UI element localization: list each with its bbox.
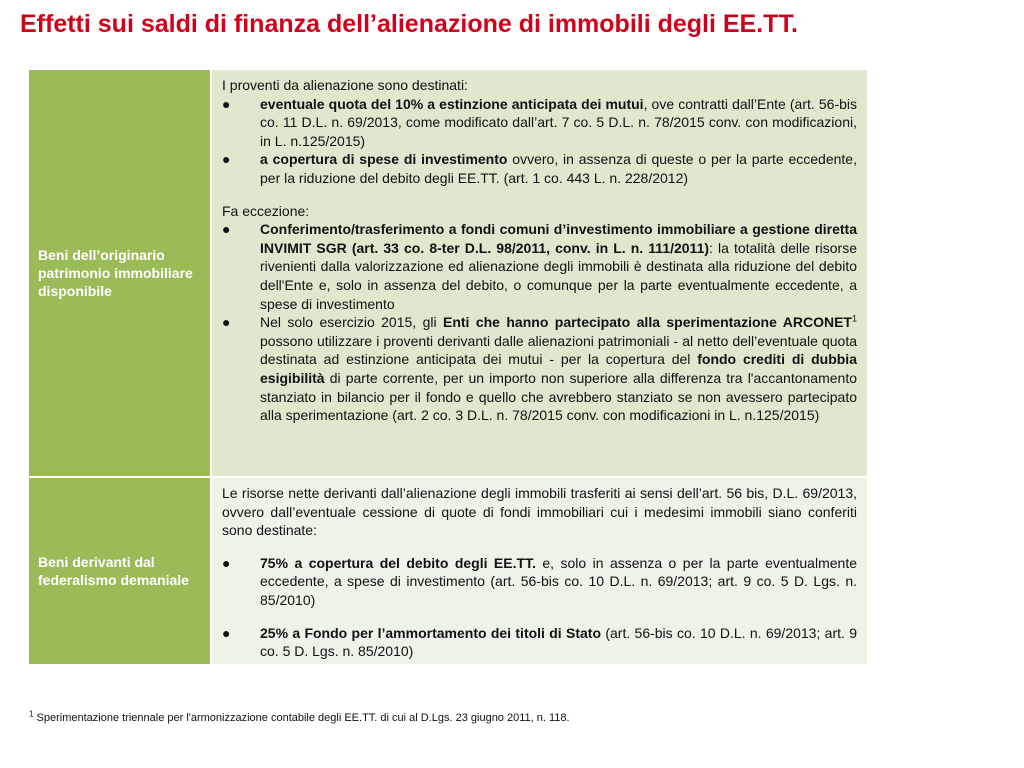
row-label-cell — [29, 70, 212, 476]
row-label: Beni derivanti dal federalismo demaniale — [38, 554, 189, 588]
row-content-cell — [212, 70, 867, 476]
intro-text: Le risorse nette derivanti dall’alienazione degli immobili trasferiti ai sensi dell’art. 56 bis, D.L. 69/2013, ovvero dall’eventuale cessione di quote di fondi immobiliari cui i medesimi immobili siano conferiti sono destinate: — [222, 485, 857, 539]
item-bold-text: eventuale quota del 10% a estinzione anticipata dei mutui — [260, 95, 644, 112]
destinations-table — [29, 70, 867, 664]
bullet-icon: ● — [222, 95, 231, 112]
footnote-marker: 1 — [29, 709, 34, 719]
item-text: (art. 56-bis co. 10 D.L. n. 69/2013; art. 9 co. 5 D. Lgs. n. 85/2010) — [260, 624, 857, 660]
table-row — [29, 70, 867, 476]
item-bold-text: Enti che hanno partecipato alla sperimentazione ARCONET — [443, 314, 852, 331]
item-text: Nel solo esercizio 2015, gli — [260, 314, 443, 331]
item-bold-text: fondo crediti di dubbia esigibilità — [260, 351, 857, 386]
item-bold-text: 75% a copertura del debito degli EE.TT. — [260, 554, 536, 571]
bullet-icon: ● — [222, 151, 231, 168]
footnote-text: Sperimentazione triennale per l'armonizzazione contabile degli EE.TT. di cui al D.Lgs. 23 giugno 2011, n. 118. — [33, 712, 570, 724]
list-item — [222, 220, 857, 313]
item-bold-text: Conferimento/trasferimento a fondi comuni d’investimento immobiliare a gestione diretta INVIMIT SGR (art. 33 co. 8-ter D.L. 98/2011, conv. in L. n. 111/2011) — [260, 221, 857, 256]
list-item — [222, 624, 857, 661]
item-text: di parte corrente, per un importo non superiore alla differenza tra l'accantonamento stanziato in bilancio per il fondo e quello che avrebbero stanziato se non avessero partecipato alla sperimentazione (art. 2 co. 3 D.L. n. 78/2015 conv. con modificazioni in L. n.125/2015) — [260, 369, 857, 424]
item-text: ovvero, in assenza di queste o per la parte eccedente, per la riduzione del debito degli EE.TT. (art. 1 co. 443 L. n. 228/2012) — [260, 151, 857, 186]
item-bold-text: 25% a Fondo per l’ammortamento dei titoli di Stato — [260, 624, 602, 641]
exception-heading: Fa eccezione: — [222, 202, 310, 219]
item-bold-text: a copertura di spese di investimento — [260, 151, 508, 168]
bullet-icon: ● — [222, 221, 231, 238]
list-item — [222, 313, 857, 425]
list-item — [222, 554, 857, 610]
page-title: Effetti sui saldi di finanza dell’alienazione di immobili degli EE.TT. — [20, 10, 798, 38]
row-label-cell — [29, 478, 212, 664]
row-content-cell — [212, 478, 867, 664]
footnote — [29, 709, 989, 724]
bullet-icon: ● — [222, 554, 231, 571]
list-item — [222, 95, 857, 151]
table-row — [29, 476, 867, 664]
bullet-icon: ● — [222, 624, 231, 641]
item-text: e, solo in assenza o per la parte eventualmente eccedente, a spese di investimento (art. 56-bis co. 10 D.L. n. 69/2013; art. 9 co. 5 D. Lgs. n. 85/2010) — [260, 554, 857, 608]
bullet-icon: ● — [222, 314, 231, 331]
intro-text: I proventi da alienazione sono destinati: — [222, 77, 468, 93]
item-text: : la totalità delle risorse rivenienti dalla valorizzazione ed alienazione degli immobili è destinata alla riduzione del debito dell'Ente e, solo in assenza del debito, o comunque per la parte eventualmente eccedente, a spese di investimento — [260, 239, 857, 312]
item-text: , ove contratti dall’Ente (art. 56-bis co. 11 D.L. n. 69/2013, come modificato dall’art. 7 co. 5 D.L. n. 78/2015 conv. con modificazioni, in L. n.125/2015) — [260, 95, 858, 149]
item-text: possono utilizzare i proventi derivanti dalle alienazioni patrimoniali - al netto dell’eventuale quota destinata ad estinzione anticipata dei mutui - per la copertura del — [260, 332, 857, 368]
footnote-ref: 1 — [851, 313, 857, 324]
row-label: Beni dell’originario patrimonio immobiliare disponibile — [38, 247, 193, 299]
list-item — [222, 150, 857, 187]
